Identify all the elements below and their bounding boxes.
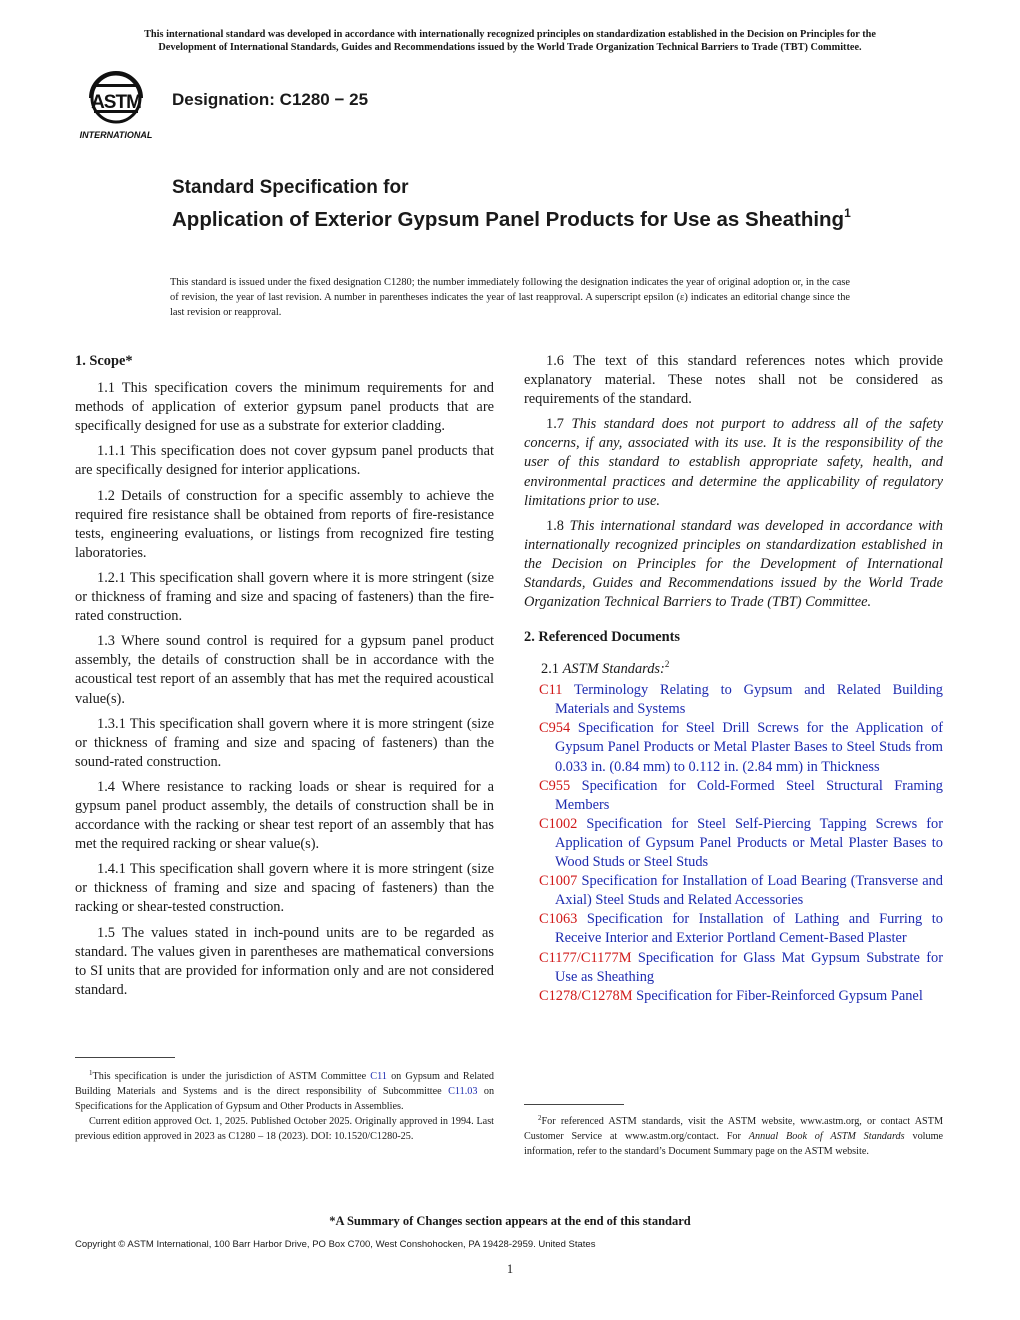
copyright-notice: Copyright © ASTM International, 100 Barr Harbor Drive, PO Box C700, West Conshohocken, PA 19428-2959. United States: [75, 1239, 596, 1250]
standard-code: C955: [539, 777, 571, 794]
footnote-1-text-c: on Specifications for the Application of Gypsum and Other Products in Assemblies.: [75, 1086, 495, 1112]
section-heading-referenced-documents: 2. Referenced Documents: [524, 629, 680, 646]
standard-code: C1063: [539, 911, 578, 928]
standard-code: C1177/C1177M: [539, 949, 632, 966]
footnote-1-edition: Current edition approved Oct. 1, 2025. Published October 2025. Originally approved in 1994. Last previous edition approved in 2023 as C1280 – 18 (2023). DOI: 10.1520/C1280-25.: [75, 1116, 494, 1142]
standard-title: Terminology Relating to Gypsum and Related Building Materials and Systems: [555, 682, 943, 718]
issuance-statement: This standard is issued under the fixed designation C1280; the number immediately following the designation indicates the year of original adoption or, in the case of revision, the year of last revision. A number in parentheses indicates the year of last reapproval. A superscript epsilon (ε) indicates an editorial change since the last revision or reapproval.: [170, 277, 850, 318]
paragraph-1-8: [524, 517, 943, 612]
standard-code: C1002: [539, 815, 578, 832]
footnote-2-text: [524, 1111, 943, 1159]
paragraph-1-4: 1.4 Where resistance to racking loads or shear is required for a gypsum panel product assembly, the details of construction shall be in accordance with the racking or shear test report of an assembly that has met the required racking or shear value(s).: [75, 778, 494, 853]
paragraph-2-1: [524, 655, 943, 679]
page-number: 1: [506, 1262, 514, 1276]
standard-title: Specification for Installation of Load Bearing (Transverse and Axial) Steel Studs and Related Accessories: [555, 873, 943, 909]
footnote-divider-right: [524, 1104, 624, 1105]
paragraph-1-7-text: This standard does not purport to address all of the safety concerns, if any, associated with its use. It is the responsibility of the user of this standard to establish appropriate safety, health, and environmental practices and determine the applicability of regulatory limitations prior to use.: [524, 416, 943, 509]
footnote-1-mark: 1: [89, 1069, 93, 1077]
paragraph-1-8-text: This international standard was developed in accordance with internationally recognized principles on standardization established in the Decision on Principles for the Development of International Standards, Guides and Recommendations issued by the World Trade Organization Technical Barriers to Trade (TBT) Committee.: [524, 517, 943, 611]
standard-code: C954: [539, 720, 571, 737]
astm-logo: [76, 70, 160, 146]
footnote-2-text-b: volume information, refer to the standard’s Document Summary page on the ASTM website.: [524, 1131, 944, 1157]
right-column: [524, 352, 943, 1006]
top-notice-line-1: This international standard was developed in accordance with internationally recognized principles on standardization established in the Decision on Principles for the: [144, 29, 876, 40]
footnote-2-mark[interactable]: 2: [664, 659, 670, 670]
paragraph-1-6: 1.6 The text of this standard references notes which provide explanatory material. These notes shall not be considered as requirements of the standard.: [524, 353, 943, 408]
standard-title: Specification for Steel Drill Screws for the Application of Gypsum Panel Products or Metal Plaster Bases to Steel Studs from 0.033 in. (0.84 mm) to 0.112 in. (2.84 mm) in Thickness: [555, 720, 943, 775]
referenced-standard-link[interactable]: [539, 949, 943, 987]
left-column: [75, 352, 494, 1006]
top-notice-line-2: Development of International Standards, Guides and Recommendations issued by the World Trade Organization Technical Barriers to Trade (TBT) Committee.: [158, 42, 862, 53]
paragraph-1-1-1: 1.1.1 This specification does not cover gypsum panel products that are specifically designed for interior applications.: [75, 443, 494, 479]
standard-title: Specification for Cold-Formed Steel Structural Framing Members: [555, 777, 943, 813]
paragraph-1-2: 1.2 Details of construction for a specific assembly to achieve the required fire resistance shall be obtained from reports of fire-resistance tests, engineering evaluations, or listings from recognized fire testing laboratories.: [75, 487, 494, 561]
astm-logo-icon: [76, 70, 160, 146]
footnote-1-jurisdiction: [75, 1066, 494, 1114]
footnote-2: [524, 1111, 943, 1159]
title-footnote-mark[interactable]: 1: [844, 206, 851, 220]
referenced-standard-link[interactable]: [539, 987, 943, 1006]
referenced-standard-link[interactable]: [539, 777, 943, 815]
subcommittee-c11-03-link[interactable]: C11.03: [448, 1086, 478, 1097]
referenced-standard-link[interactable]: [539, 681, 943, 719]
standard-title: Specification for Glass Mat Gypsum Substrate for Use as Sheathing: [555, 949, 943, 985]
paragraph-1-3-1: 1.3.1 This specification shall govern where it is more stringent (size or thickness of framing and size and spacing of fasteners) than the sound-rated construction.: [75, 715, 494, 770]
paragraph-1-5: 1.5 The values stated in inch-pound units are to be regarded as standard. The values given in parentheses are mathematical conversions to SI units that are provided for information only and are not considered standard.: [75, 924, 494, 998]
paragraph-2-1-number: 2.1: [541, 661, 559, 678]
referenced-standard-link[interactable]: [539, 719, 943, 776]
astm-standards-label: ASTM Standards:: [562, 661, 665, 678]
paragraph-1-7-number: 1.7: [546, 416, 564, 433]
title-text: Application of Exterior Gypsum Panel Products for Use as Sheathing: [172, 208, 845, 231]
summary-of-changes-note: *A Summary of Changes section appears at the end of this standard: [329, 1214, 691, 1228]
title-block: [172, 176, 872, 233]
paragraph-1-4-1: 1.4.1 This specification shall govern where it is more stringent (size or thickness of framing and size and spacing of fasteners) than the racking or shear-tested construction.: [75, 861, 494, 916]
committee-c11-link[interactable]: C11: [370, 1071, 387, 1082]
title-prefix: Standard Specification for: [172, 177, 409, 198]
section-heading-scope: 1. Scope*: [75, 353, 133, 369]
referenced-standard-link[interactable]: [539, 872, 943, 910]
paragraph-1-7: [524, 415, 943, 510]
standard-title: Specification for Installation of Lathing and Furring to Receive Interior and Exterior Portland Cement-Based Plaster: [555, 911, 943, 947]
referenced-standards-list: [524, 681, 943, 1006]
page-title: [172, 200, 872, 233]
standard-title: Specification for Fiber-Reinforced Gypsum Panel: [636, 987, 923, 1004]
referenced-standard-link[interactable]: [539, 815, 943, 872]
standard-code: C11: [539, 682, 563, 699]
top-notice: [70, 28, 950, 54]
designation: Designation: C1280 − 25: [172, 90, 369, 109]
logo-subtitle: INTERNATIONAL: [79, 130, 153, 140]
standard-title: Specification for Steel Self-Piercing Tapping Screws for Application of Gypsum Panel Products or Metal Plaster Bases to Wood Studs or Steel Studs: [555, 815, 943, 871]
standard-code: C1007: [539, 873, 578, 890]
paragraph-1-2-1: 1.2.1 This specification shall govern where it is more stringent (size or thickness of framing and size and spacing of fasteners) than the fire-rated construction.: [75, 569, 494, 625]
paragraph-1-1: 1.1 This specification covers the minimum requirements for and methods of application of exterior gypsum panel products that are specifically designed for use as a substrate for exterior cladding.: [75, 380, 494, 435]
logo-letters: ASTM: [91, 92, 141, 113]
paragraph-1-3: 1.3 Where sound control is required for a gypsum panel product assembly, the details of construction shall be in accordance with the acoustical test report of an assembly that has met the required acoustical value(s).: [75, 633, 494, 707]
referenced-standard-link[interactable]: [539, 910, 943, 948]
footnote-2-mark-text: 2: [538, 1114, 542, 1122]
footnote-1-text-b: on Gypsum and Related Building Materials and Systems and is the direct responsibility of Subcommittee: [75, 1071, 495, 1097]
footnote-divider-left: [75, 1057, 175, 1058]
paragraph-1-8-number: 1.8: [546, 517, 564, 534]
footnote-1-text-a: This specification is under the jurisdiction of ASTM Committee: [92, 1071, 367, 1082]
standard-code: C1278/C1278M: [539, 987, 633, 1004]
footnote-2-text-a: For referenced ASTM standards, visit the ASTM website, www.astm.org, or contact ASTM Customer Service at www.astm.org/contact. For: [524, 1116, 943, 1142]
footnote-1: [75, 1066, 494, 1144]
footnote-2-book-title: Annual Book of ASTM Standards: [748, 1131, 905, 1142]
